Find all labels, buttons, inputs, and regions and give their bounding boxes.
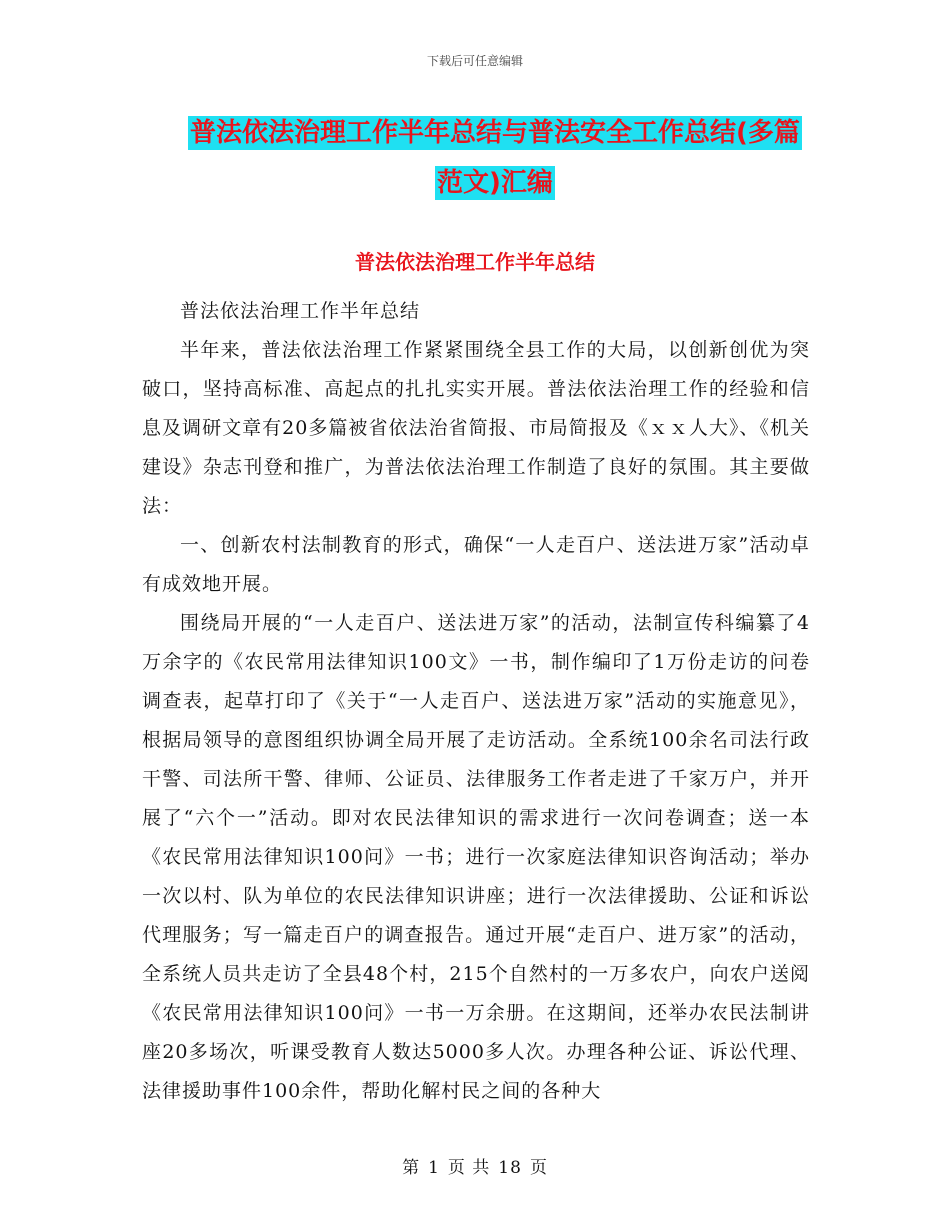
header-note: 下载后可任意编辑: [426, 54, 523, 68]
document-body: [142, 292, 810, 1111]
document-title-line1: 普法依法治理工作半年总结与普法安全工作总结(多篇: [190, 118, 800, 148]
paragraph: 半年来，普法依法治理工作紧紧围绕全县工作的大局，以创新创优为突破口，坚持高标准、高起点的扎扎实实开展。普法依法治理工作的经验和信息及调研文章有20多篇被省依法治省简报、市局简报及《ｘｘ人大》、《机关建设》杂志刊登和推广，为普法依法治理工作制造了良好的氛围。其主要做法：: [142, 339, 810, 517]
section-title: 普法依法治理工作半年总结: [355, 250, 595, 274]
page-footer: [0, 1153, 950, 1178]
document-title-line2: 范文)汇编: [437, 168, 553, 198]
document-title: [150, 108, 840, 208]
page-number: 1: [428, 1158, 440, 1178]
footer-suffix: 页: [529, 1158, 548, 1178]
paragraph: 围绕局开展的“一人走百户、送法进万家”的活动，法制宣传科编纂了4万余字的《农民常用法律知识100文》一书，制作编印了1万份走访的问卷调查表，起草打印了《关于“一人走百户、送法进万家”活动的实施意见》，根据局领导的意图组织协调全局开展了走访活动。全系统100余名司法行政干警、司法所干警、律师、公证员、法律服务工作者走进了千家万户，并开展了“六个一”活动。即对农民法律知识的需求进行一次问卷调查；送一本《农民常用法律知识100问》一书；进行一次家庭法律知识咨询活动；举办一次以村、队为单位的农民法律知识讲座；进行一次法律援助、公证和诉讼代理服务；写一篇走百户的调查报告。通过开展“走百户、进万家”的活动，全系统人员共走访了全县48个村，215个自然村的一万多农户，向农户送阅《农民常用法律知识100问》一书一万余册。在这期间，还举办农民法制讲座20多场次，听课受教育人数达5000多人次。办理各种公证、诉讼代理、法律援助事件100余件，帮助化解村民之间的各种大: [142, 612, 810, 1102]
footer-prefix: 第: [402, 1158, 421, 1178]
paragraph: 一、创新农村法制教育的形式，确保“一人走百户、送法进万家”活动卓有成效地开展。: [142, 534, 810, 595]
footer-middle: 页 共: [447, 1158, 491, 1178]
page-total: 18: [498, 1158, 522, 1178]
paragraph: 普法依法治理工作半年总结: [180, 300, 421, 322]
